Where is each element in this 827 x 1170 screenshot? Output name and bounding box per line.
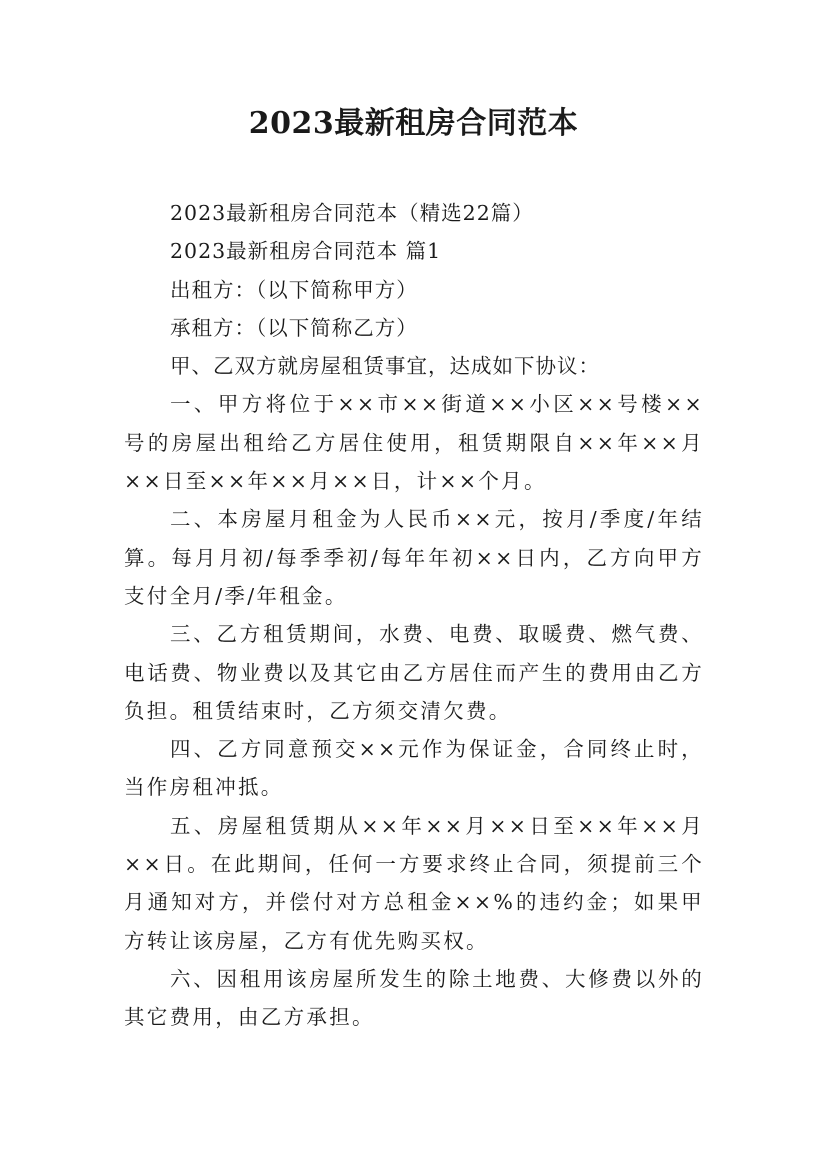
agreement-intro: 甲、乙双方就房屋租赁事宜，达成如下协议： [170, 354, 600, 379]
lessor-line: 出租方：（以下简称甲方） [170, 277, 418, 302]
clause-3: 三、乙方租赁期间，水费、电费、取暖费、燃气费、电话费、物业费以及其它由乙方居住而产生的费用由乙方负担。租赁结束时，乙方须交清欠费。 [124, 622, 704, 723]
clause-2: 二、本房屋月租金为人民币××元，按月/季度/年结算。每月月初/每季季初/每年年初××日内，乙方向甲方支付全月/季/年租金。 [124, 507, 704, 608]
clause-1: 一、甲方将位于××市××街道××小区××号楼××号的房屋出租给乙方居住使用，租赁期限自××年××月××日至××年××月××日，计××个月。 [124, 392, 704, 494]
clause-5: 五、房屋租赁期从××年××月××日至××年××月××日。在此期间，任何一方要求终止合同，须提前三个月通知对方，并偿付对方总租金××%的违约金；如果甲方转让该房屋，乙方有优先购买权。 [124, 813, 704, 953]
clause-4: 四、乙方同意预交××元作为保证金，合同终止时，当作房租冲抵。 [124, 737, 704, 800]
subtitle-line: 2023最新租房合同范本（精选22篇） [170, 201, 534, 225]
page-title: 2023最新租房合同范本 [248, 106, 579, 141]
lessee-line: 承租方：（以下简称乙方） [170, 315, 418, 340]
document-body [124, 194, 704, 1037]
clause-6: 六、因租用该房屋所发生的除土地费、大修费以外的其它费用，由乙方承担。 [124, 966, 704, 1030]
section-heading: 2023最新租房合同范本 篇1 [170, 239, 442, 264]
